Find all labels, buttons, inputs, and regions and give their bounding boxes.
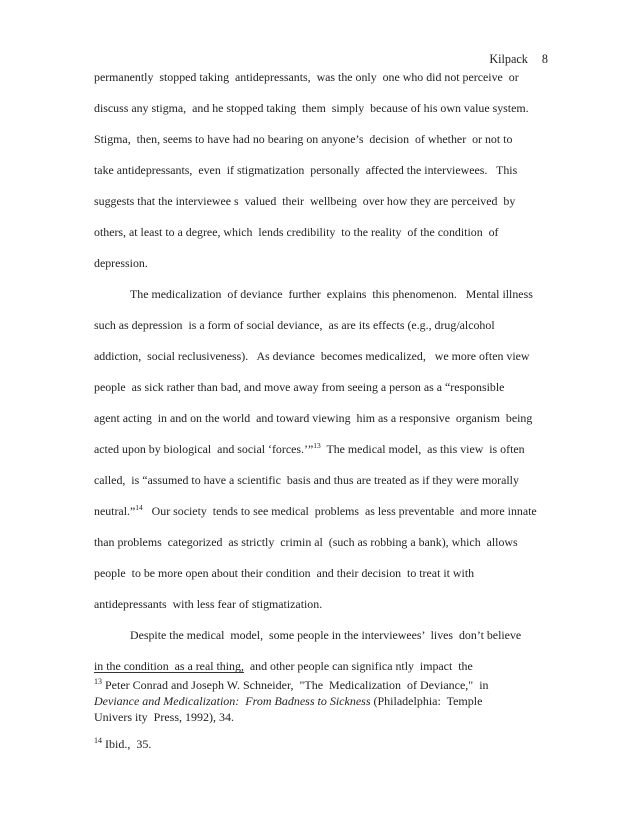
footnote-text: (Philadelphia: Temple [370, 694, 483, 708]
body-line: antidepressants with less fear of stigmatization. [94, 597, 323, 611]
footnote-ref-13: 13 [313, 441, 321, 450]
body-line: suggests that the interviewee s valued their wellbeing over how they are perceived by [94, 194, 516, 208]
body-line: The medicalization of deviance further explains this phenomenon. Mental illness [130, 287, 533, 301]
body-line: discuss any stigma, and he stopped taking them simply because of his own value system. [94, 101, 529, 115]
body-line: people as sick rather than bad, and move away from seeing a person as a “responsible [94, 380, 505, 394]
footnote-ref-14: 14 [135, 503, 143, 512]
header-author: Kilpack [489, 52, 528, 66]
footnote-13-line: Univers ity Press, 1992), 34. [94, 710, 234, 724]
body-line-text: Our society tends to see medical problems as less preventable and more innate [142, 504, 537, 518]
footnote-number: 13 [94, 677, 102, 686]
body-line [94, 504, 537, 518]
body-line [94, 442, 525, 456]
body-line: in the condition as a real thing, and other people can significa ntly impact the [94, 659, 473, 673]
footnote-14 [94, 737, 151, 752]
footnote-separator [94, 672, 244, 673]
footnote-text: Ibid., 35. [102, 737, 152, 751]
footnote-13 [94, 678, 489, 693]
body-line: called, is “assumed to have a scientific basis and thus are treated as if they were morally [94, 473, 519, 487]
body-line: others, at least to a degree, which lends credibility to the reality of the condition of [94, 225, 499, 239]
footnote-book-title: Deviance and Medicalization: From Badness to Sickness [94, 694, 371, 708]
body-line: depression. [94, 256, 148, 270]
body-line-text: acted upon by biological and social ‘forces.’” [94, 442, 314, 456]
footnote-13-line [94, 694, 482, 709]
body-line: permanently stopped taking antidepressants, was the only one who did not perceive or [94, 70, 519, 84]
body-line-text: The medical model, as this view is often [320, 442, 525, 456]
body-line: people to be more open about their condition and their decision to treat it with [94, 566, 475, 580]
body-line: take antidepressants, even if stigmatization personally affected the interviewees. This [94, 163, 518, 177]
header-page-number: 8 [541, 52, 548, 66]
body-line: agent acting in and on the world and toward viewing him as a responsive organism being [94, 411, 533, 425]
body-line: such as depression is a form of social deviance, as are its effects (e.g., drug/alcohol [94, 318, 495, 332]
body-line-text: neutral.” [94, 504, 136, 518]
body-line: addiction, social reclusiveness). As deviance becomes medicalized, we more often view [94, 349, 530, 363]
body-line: than problems categorized as strictly crimin al (such as robbing a bank), which allows [94, 535, 518, 549]
footnote-text: Peter Conrad and Joseph W. Schneider, "The Medicalization of Deviance," in [102, 678, 489, 692]
body-line: Despite the medical model, some people in the interviewees’ lives don’t believe [130, 628, 522, 642]
footnote-number: 14 [94, 736, 102, 745]
body-line: Stigma, then, seems to have had no bearing on anyone’s decision of whether or not to [94, 132, 513, 146]
